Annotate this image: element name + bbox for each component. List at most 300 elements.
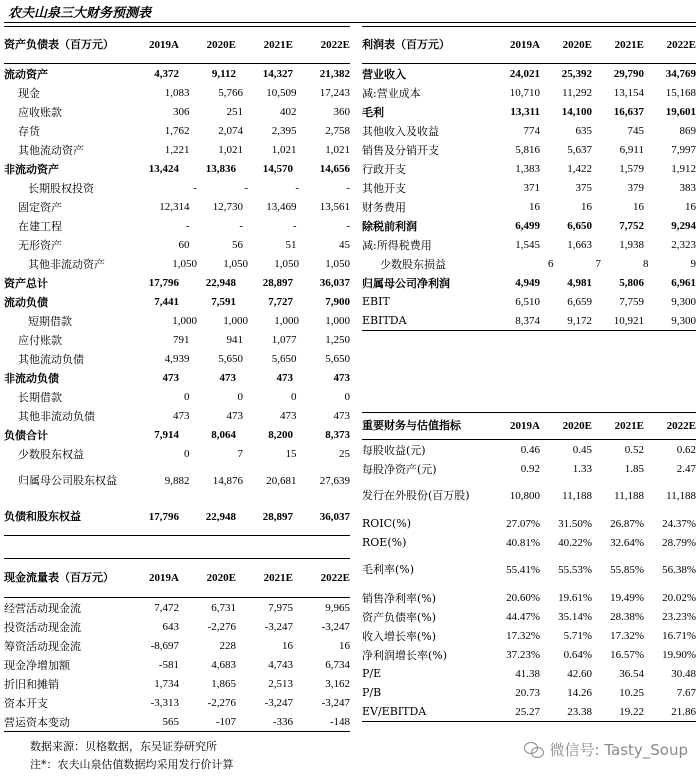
cell-value: 2.47 (676, 462, 696, 475)
cell-value: 20.73 (515, 686, 540, 699)
cell-value: 7 (595, 257, 601, 270)
cell-value: 14.26 (567, 686, 592, 699)
table-row (4, 216, 350, 235)
cell-value: 1,050 (172, 257, 197, 270)
wechat-icon (524, 742, 544, 758)
row-label: 非流动负债 (4, 371, 59, 385)
income-statement-table (362, 26, 696, 331)
cell-value: 9,172 (567, 314, 592, 327)
table-row (4, 64, 350, 83)
row-label: 流动负债 (4, 295, 48, 309)
table-row (4, 368, 350, 387)
table-row (362, 664, 696, 683)
cell-value: 251 (226, 105, 243, 118)
row-label: 负债合计 (4, 428, 48, 442)
row-label: ROIC(%) (362, 517, 412, 530)
cell-value: 28.38% (610, 610, 644, 623)
cell-value: 35.14% (558, 610, 592, 623)
cell-value: 473 (219, 371, 236, 384)
cell-value: 19.90% (662, 648, 696, 661)
cell-value: - (292, 219, 297, 232)
cell-value: 13,311 (510, 105, 540, 118)
table-row (4, 197, 350, 216)
table-bottom-rule (4, 731, 350, 732)
cell-value: 1,250 (325, 333, 350, 346)
cell-value: 1,383 (515, 162, 540, 175)
cell-value: 1,077 (271, 333, 297, 346)
cell-value: 5,637 (567, 143, 592, 156)
row-label: 其他非流动资产 (28, 257, 105, 271)
row-label: 销售净利率(%) (362, 591, 437, 605)
cell-value: 5,806 (619, 276, 644, 289)
cell-value: 2,395 (271, 124, 297, 137)
table-row (4, 349, 350, 368)
cell-value: 1,021 (271, 143, 297, 156)
table-row (362, 178, 696, 197)
cell-value: 473 (276, 371, 293, 384)
cell-value: 4,981 (567, 276, 592, 289)
cell-value: 1,021 (218, 143, 243, 156)
cell-value: 228 (219, 639, 236, 652)
row-label: 固定资产 (18, 200, 62, 214)
cell-value: 56 (232, 238, 243, 251)
cell-value: 791 (173, 333, 190, 346)
row-label: 除税前利润 (362, 219, 417, 233)
cell-value: 3,162 (325, 677, 350, 690)
cell-value: 25.27 (515, 705, 540, 718)
cell-value: 16 (581, 200, 592, 213)
cell-value: 745 (627, 124, 644, 137)
cell-value: 1,938 (619, 238, 644, 251)
table-row (362, 702, 696, 721)
cell-value: 12,730 (212, 200, 243, 213)
table-row (4, 235, 350, 254)
cell-value: 16.71% (662, 629, 696, 642)
cell-value: 0.46 (520, 443, 540, 456)
cell-value: 1,083 (164, 86, 190, 99)
cell-value: 24.37% (662, 517, 696, 530)
cell-value: 13,154 (613, 86, 644, 99)
cell-value: 8,200 (268, 428, 293, 441)
table-row (362, 254, 696, 273)
cell-value: 34,769 (665, 67, 696, 80)
table-row (4, 655, 350, 674)
row-label: EBITDA (362, 314, 407, 327)
cell-value: 2,074 (218, 124, 243, 137)
cell-value: 22,948 (205, 511, 236, 523)
cell-value: 10,800 (509, 490, 540, 502)
watermark-text: 微信号: Tasty_Soup (549, 741, 688, 759)
table-row (362, 514, 696, 533)
cell-value: 11,188 (666, 490, 696, 502)
row-label: 净利润增长率(%) (362, 648, 448, 662)
row-label: P/E (362, 667, 382, 680)
cell-value: 10,710 (509, 86, 540, 99)
cell-value: 9,112 (211, 67, 236, 80)
column-header: 2022E (666, 420, 696, 432)
cell-value: 7,914 (154, 428, 179, 441)
cell-value: 7,900 (325, 295, 350, 308)
cell-value: 17,243 (319, 86, 350, 99)
key-ratios-table (362, 412, 696, 722)
cell-value: 6,731 (211, 601, 236, 614)
table-row (4, 617, 350, 636)
cell-value: - (239, 219, 243, 232)
column-header: 2021E (614, 420, 644, 432)
cell-value: 10,509 (266, 86, 297, 99)
row-label: 现金 (18, 86, 40, 100)
row-label: 投资活动现金流 (4, 620, 81, 634)
cell-value: - (193, 181, 197, 194)
cell-value: 1,579 (619, 162, 644, 175)
table-row (4, 159, 350, 178)
cell-value: 2,758 (325, 124, 350, 137)
row-label: 短期借款 (28, 314, 72, 328)
column-header: 2020E (562, 39, 592, 51)
table-row (4, 178, 350, 197)
cell-value: 1,000 (172, 314, 197, 327)
cell-value: 16 (282, 639, 293, 652)
cell-value: 4,743 (268, 658, 293, 671)
title-divider (4, 22, 696, 23)
cell-value: -3,313 (150, 696, 179, 709)
cell-value: 0.52 (624, 443, 644, 456)
cell-value: 16,637 (613, 105, 644, 118)
cell-value: 6,734 (325, 658, 350, 671)
cell-value: 9 (690, 257, 696, 270)
cell-value: 0.62 (676, 443, 696, 456)
cell-value: -148 (329, 715, 350, 728)
cell-value: 23.38 (567, 705, 592, 718)
cell-value: 28,897 (262, 511, 293, 523)
row-label: 其他流动负债 (18, 352, 84, 366)
cell-value: 15 (285, 447, 297, 460)
cell-value: 1,663 (567, 238, 592, 251)
row-label: 经营活动现金流 (4, 601, 81, 615)
cell-value: 19.22 (619, 705, 644, 718)
cell-value: 7,759 (619, 295, 644, 308)
table-header (362, 26, 696, 64)
table-row (362, 459, 696, 478)
row-label: EBIT (362, 295, 390, 308)
cell-value: 4,939 (164, 352, 190, 365)
cell-value: 55.41% (506, 564, 540, 576)
cell-value: 20,681 (266, 475, 297, 487)
cell-value: 473 (280, 409, 297, 422)
cell-value: 7.67 (676, 686, 696, 699)
column-header: 2022E (320, 39, 350, 51)
row-label: 存货 (18, 124, 40, 138)
row-label: 每股净资产(元) (362, 462, 437, 476)
row-label: 毛利率(%) (362, 563, 415, 576)
cell-value: 40.81% (506, 536, 540, 549)
cell-value: 29,790 (613, 67, 644, 80)
cell-value: -2,276 (207, 620, 236, 633)
cell-value: 37.23% (506, 648, 540, 661)
cell-value: 0 (344, 390, 350, 403)
column-header: 2022E (320, 572, 350, 584)
cell-value: 16 (529, 200, 540, 213)
cell-value: 1.33 (572, 462, 592, 475)
table-header (4, 558, 350, 598)
cell-value: 17.32% (610, 629, 644, 642)
cell-value: 774 (523, 124, 540, 137)
row-label: 营运资本变动 (4, 715, 70, 729)
column-header: 2019A (510, 420, 540, 432)
table-row (362, 159, 696, 178)
table-header-title: 重要财务与估值指标 (362, 419, 461, 432)
table-row (362, 645, 696, 664)
row-label: 现金净增加额 (4, 658, 70, 672)
cell-value: 8,064 (211, 428, 236, 441)
cell-value: 9,882 (164, 475, 190, 487)
cell-value: - (244, 181, 248, 194)
cell-value: 7,975 (268, 601, 293, 614)
table-row (362, 273, 696, 292)
cell-value: 635 (575, 124, 592, 137)
cell-value: 11,188 (562, 490, 592, 502)
cell-value: 7,591 (211, 295, 236, 308)
table-row (4, 254, 350, 273)
cell-value: 16.57% (610, 648, 644, 661)
cell-value: -8,697 (150, 639, 179, 652)
cell-value: 11,292 (562, 86, 592, 99)
balance-sheet-table (4, 26, 350, 536)
cell-value: 9,300 (671, 295, 696, 308)
row-label: 非流动资产 (4, 162, 59, 176)
cell-value: 56.38% (662, 564, 696, 576)
cell-value: 6,961 (671, 276, 696, 289)
cell-value: 28.79% (662, 536, 696, 549)
row-label: 营业收入 (362, 67, 406, 81)
column-header: 2022E (666, 39, 696, 51)
cell-value: 0.64% (563, 648, 592, 661)
row-label: 无形资产 (18, 238, 62, 252)
row-label: P/B (362, 686, 382, 699)
cell-value: 7,997 (671, 143, 696, 156)
row-label: 每股收益(元) (362, 443, 426, 457)
table-row (362, 292, 696, 311)
table-row (4, 292, 350, 311)
cell-value: 44.47% (506, 610, 540, 623)
cell-value: 7,441 (154, 295, 179, 308)
cell-value: 17,796 (148, 276, 179, 289)
row-label: 归属母公司股东权益 (18, 474, 117, 487)
table-header-title: 资产负债表（百万元） (4, 38, 114, 51)
cell-value: 15,168 (665, 86, 696, 99)
cell-value: 9,300 (671, 314, 696, 327)
cell-value: 1,050 (223, 257, 248, 270)
cell-value: 8,373 (325, 428, 350, 441)
cell-value: 42.60 (567, 667, 592, 680)
table-header-title: 现金流量表（百万元） (4, 571, 114, 584)
cell-value: 13,561 (319, 200, 350, 213)
cell-value: 51 (285, 238, 297, 251)
row-label: 在建工程 (18, 219, 62, 233)
row-label: 发行在外股份(百万股) (362, 489, 470, 502)
cell-value: 2,323 (671, 238, 696, 251)
column-header: 2021E (263, 39, 293, 51)
table-row (362, 235, 696, 254)
row-label: 资产总计 (4, 276, 48, 290)
cell-value: 375 (575, 181, 592, 194)
table-row (4, 693, 350, 712)
cell-value: 1,545 (515, 238, 540, 251)
cell-value: 473 (226, 409, 243, 422)
table-row (4, 463, 350, 499)
row-label: 少数股东权益 (18, 447, 84, 461)
row-label: EV/EBITDA (362, 705, 427, 718)
cell-value: 19.61% (558, 591, 592, 604)
cell-value: 36,037 (319, 276, 350, 289)
table-header (362, 412, 696, 440)
cell-value: 13,836 (205, 162, 236, 175)
cell-value: 1,865 (211, 677, 236, 690)
cell-value: 12,314 (159, 200, 190, 213)
cell-value: 5,816 (515, 143, 540, 156)
cell-value: 379 (627, 181, 644, 194)
cell-value: 5,650 (271, 352, 297, 365)
cell-value: 473 (173, 409, 190, 422)
table-row (362, 102, 696, 121)
row-label: 毛利 (362, 105, 384, 119)
cell-value: -3,247 (264, 620, 293, 633)
cell-value: 17,796 (148, 511, 179, 523)
cell-value: 1,050 (325, 257, 350, 270)
cell-value: 643 (162, 620, 179, 633)
cell-value: 2,513 (268, 677, 293, 690)
cell-value: 32.64% (610, 536, 644, 549)
table-row (4, 712, 350, 731)
cell-value: 60 (178, 238, 190, 251)
row-label: 负债和股东权益 (4, 510, 81, 523)
cell-value: 36.54 (619, 667, 644, 680)
table-row (362, 588, 696, 607)
cell-value: 6,499 (515, 219, 540, 232)
cell-value: 4,372 (154, 67, 179, 80)
cell-value: 4,949 (515, 276, 540, 289)
row-label: 收入增长率(%) (362, 629, 437, 643)
table-row (4, 330, 350, 349)
table-row (362, 626, 696, 645)
cell-value: - (346, 219, 350, 232)
cell-value: 28,897 (262, 276, 293, 289)
cell-value: 869 (679, 124, 696, 137)
cell-value: 14,656 (319, 162, 350, 175)
cell-value: 14,876 (212, 475, 243, 487)
cell-value: 20.02% (662, 591, 696, 604)
cell-value: 360 (333, 105, 350, 118)
row-label: 其他收入及收益 (362, 124, 439, 138)
column-header: 2021E (614, 39, 644, 51)
cell-value: 19.49% (610, 591, 644, 604)
table-row (362, 552, 696, 588)
row-label: 减:营业成本 (362, 86, 421, 100)
cell-value: 0.92 (520, 462, 540, 475)
cell-value: 473 (333, 409, 350, 422)
cell-value: 1,221 (164, 143, 190, 156)
cell-value: 9,965 (325, 601, 350, 614)
cell-value: 27,639 (319, 475, 350, 487)
cell-value: - (185, 219, 190, 232)
table-bottom-rule (362, 721, 696, 722)
cell-value: 30.48 (671, 667, 696, 680)
cell-value: 22,948 (205, 276, 236, 289)
cell-value: 1,021 (325, 143, 350, 156)
table-row (4, 425, 350, 444)
cell-value: 1,000 (325, 314, 350, 327)
row-label: 流动资产 (4, 67, 48, 81)
cell-value: 0 (237, 390, 243, 403)
cell-value: 7,472 (154, 601, 179, 614)
cell-value: 1,422 (567, 162, 592, 175)
cell-value: 20.60% (506, 591, 540, 604)
row-label: 折旧和摊销 (4, 677, 59, 691)
row-label: 长期股权投资 (28, 181, 94, 195)
cell-value: 7,752 (619, 219, 644, 232)
cell-value: 27.07% (506, 517, 540, 530)
cell-value: 7 (237, 447, 243, 460)
table-bottom-rule (362, 330, 696, 331)
cell-value: 383 (679, 181, 696, 194)
cell-value: 1.85 (624, 462, 644, 475)
table-row (362, 83, 696, 102)
cell-value: 16 (339, 639, 350, 652)
column-header: 2020E (206, 39, 236, 51)
cell-value: 6,659 (567, 295, 592, 308)
row-label: ROE(%) (362, 536, 407, 549)
cell-value: 13,424 (148, 162, 179, 175)
table-row (4, 674, 350, 693)
cell-value: 402 (280, 105, 297, 118)
cell-value: 13,469 (266, 200, 297, 213)
cell-value: - (346, 181, 350, 194)
row-label: 行政开支 (362, 162, 406, 176)
cell-value: -3,247 (321, 620, 350, 633)
cell-value: -581 (158, 658, 179, 671)
cell-value: 0.45 (572, 443, 592, 456)
column-header: 2020E (562, 420, 592, 432)
cell-value: 14,327 (262, 67, 293, 80)
table-row (362, 197, 696, 216)
column-header: 2019A (149, 572, 179, 584)
cell-value: -336 (272, 715, 293, 728)
cell-value: 1,000 (223, 314, 248, 327)
cell-value: 11,188 (614, 490, 644, 502)
cell-value: 7,727 (268, 295, 293, 308)
table-row (362, 64, 696, 83)
cell-value: 1,762 (164, 124, 190, 137)
column-header: 2020E (206, 572, 236, 584)
cell-value: 45 (339, 238, 350, 251)
table-row (362, 121, 696, 140)
table-row (362, 607, 696, 626)
table-header (4, 26, 350, 64)
cell-value: 25 (339, 447, 350, 460)
cell-value: 473 (333, 371, 350, 384)
cell-value: 371 (523, 181, 540, 194)
cell-value: 565 (162, 715, 179, 728)
cell-value: 41.38 (515, 667, 540, 680)
wechat-watermark (524, 739, 689, 760)
table-row (4, 406, 350, 425)
row-label: 应付账款 (18, 333, 62, 347)
cell-value: 17.32% (506, 629, 540, 642)
row-label: 应收账款 (18, 105, 62, 119)
cell-value: -3,247 (321, 696, 350, 709)
cell-value: 6,911 (619, 143, 644, 156)
cell-value: 0 (184, 447, 190, 460)
